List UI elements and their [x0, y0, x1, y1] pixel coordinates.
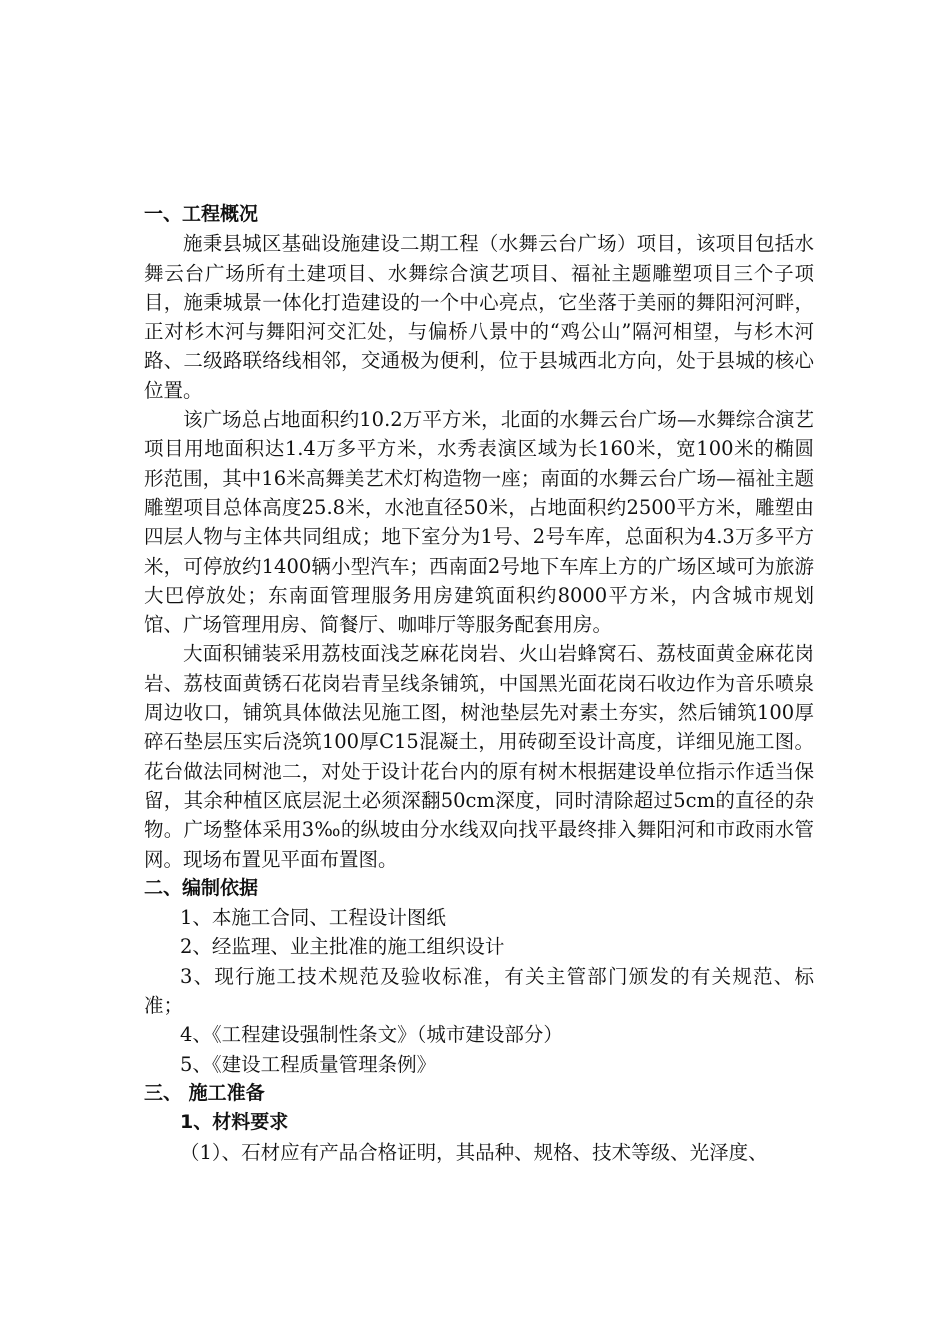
- paragraph-site-area: 该广场总占地面积约10.2万平方米，北面的水舞云台广场—水舞综合演艺项目用地面积达1.4万多平方米，水秀表演区域为长160米，宽100米的椭圆形范围，其中16米高舞美艺术灯构造物一座；南面的水舞云台广场—福祉主题雕塑项目总体高度25.8米，水池直径50米，占地面积约2500平方米，雕塑由四层人物与主体共同组成；地下室分为1号、2号车库，总面积为4.3万多平方米，可停放约1400辆小型汽车；西南面2号地下车库上方的广场区域可为旅游大巴停放处；东南面管理服务用房建筑面积约8000平方米，内含城市规划馆、广场管理用房、简餐厅、咖啡厅等服务配套用房。: [144, 408, 814, 637]
- basis-item: 2、经监理、业主批准的施工组织设计: [180, 935, 505, 959]
- basis-item: 1、本施工合同、工程设计图纸: [180, 906, 446, 930]
- section-heading-overview: 一、工程概况: [144, 203, 259, 225]
- material-requirement-line: （1）、石材应有产品合格证明，其品种、规格、技术等级、光泽度、: [180, 1140, 768, 1164]
- section-heading-preparation: 三、 施工准备: [144, 1081, 265, 1104]
- basis-item: 5、《建设工程质量管理条例》: [180, 1052, 437, 1076]
- section-heading-basis: 二、编制依据: [144, 876, 259, 899]
- paragraph-paving: 大面积铺装采用荔枝面浅芝麻花岗岩、火山岩蜂窝石、荔枝面黄金麻花岗岩、荔枝面黄锈石花岗岩青呈线条铺筑，中国黑光面花岗石收边作为音乐喷泉周边收口，铺筑具体做法见施工图，树池垫层先对素土夯实，然后铺筑100厚碎石垫层压实后浇筑100厚C15混凝土，用砖砌至设计高度，详细见施工图。花台做法同树池二，对处于设计花台内的原有树木根据建设单位指示作适当保留，其余种植区底层泥土必须深翻50cm深度，同时清除超过5cm的直径的杂物。广场整体采用3‰的纵坡由分水线双向找平最终排入舞阳河和市政雨水管网。现场布置见平面布置图。: [144, 642, 814, 871]
- basis-item: 4、《工程建设强制性条文》（城市建设部分）: [180, 1023, 563, 1047]
- paragraph-project-intro: 施秉县城区基础设施建设二期工程（水舞云台广场）项目，该项目包括水舞云台广场所有土建项目、水舞综合演艺项目、福祉主题雕塑项目三个子项目，施秉城景一体化打造建设的一个中心亮点，它坐落于美丽的舞阳河河畔，正对杉木河与舞阳河交汇处，与偏桥八景中的“鸡公山”隔河相望，与杉木河路、二级路联络线相邻，交通极为便利，位于县城西北方向，处于县城的核心位置。: [144, 232, 814, 402]
- basis-item: 3、现行施工技术规范及验收标准，有关主管部门颁发的有关规范、标准；: [144, 964, 814, 1018]
- document-page: [144, 200, 814, 1167]
- subheading-material-requirements: 1、材料要求: [180, 1111, 289, 1134]
